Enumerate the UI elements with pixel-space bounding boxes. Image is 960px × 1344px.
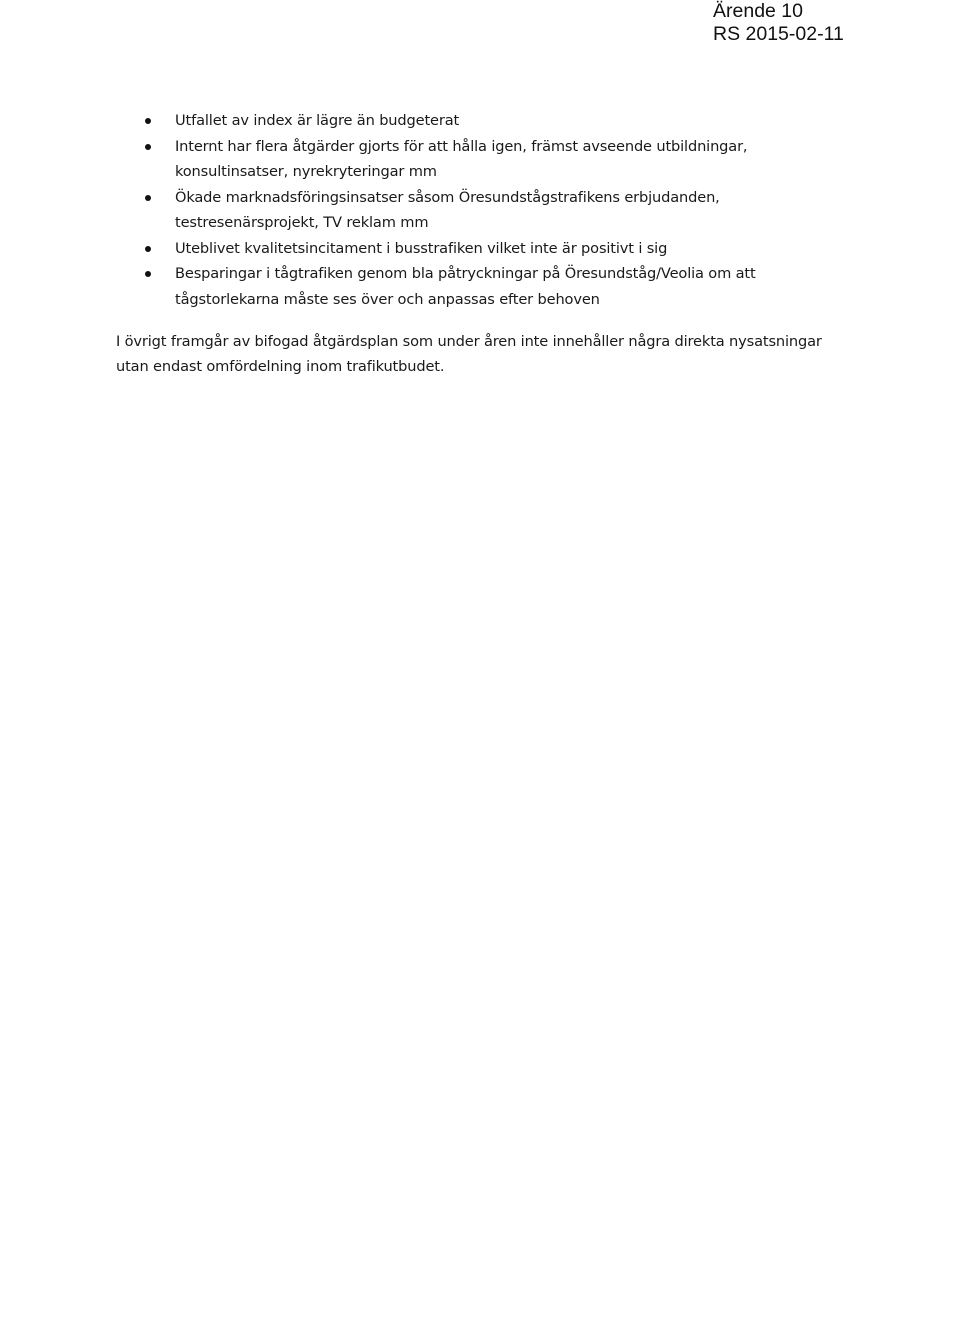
paragraph-line: I övrigt framgår av bifogad åtgärdsplan som under åren inte innehåller några direkta nysatsningar — [116, 333, 822, 350]
list-item — [0, 134, 960, 185]
list-item-text: Ökade marknadsföringsinsatser såsom Öresundstågstrafikens erbjudanden, — [175, 188, 720, 206]
list-item-text: tågstorlekarna måste ses över och anpassas efter behoven — [175, 290, 600, 308]
body-paragraph — [116, 329, 876, 379]
list-item — [0, 261, 960, 312]
bullet-icon — [145, 144, 151, 150]
case-number: Ärende 10 — [713, 0, 803, 22]
paragraph-line: utan endast omfördelning inom trafikutbudet. — [116, 358, 445, 375]
list-item-text: Besparingar i tågtrafiken genom bla påtryckningar på Öresundståg/Veolia om att — [175, 265, 756, 282]
list-item — [0, 236, 960, 262]
document-header — [713, 0, 953, 46]
bullet-icon — [145, 271, 151, 277]
bullet-list — [0, 108, 960, 312]
document-reference: RS 2015-02-11 — [713, 23, 844, 45]
bullet-icon — [145, 246, 151, 252]
list-item — [0, 185, 960, 236]
bullet-icon — [145, 195, 151, 201]
list-item-text: Utfallet av index är lägre än budgeterat — [175, 112, 460, 129]
list-item-text: konsultinsatser, nyrekryteringar mm — [175, 163, 437, 180]
list-item-text: Uteblivet kvalitetsincitament i busstrafiken vilket inte är positivt i sig — [175, 239, 668, 257]
bullet-icon — [145, 118, 151, 124]
list-item — [0, 108, 960, 134]
list-item-text: testresenärsprojekt, TV reklam mm — [175, 214, 429, 231]
list-item-text: Internt har flera åtgärder gjorts för att hålla igen, främst avseende utbildningar, — [175, 137, 748, 155]
